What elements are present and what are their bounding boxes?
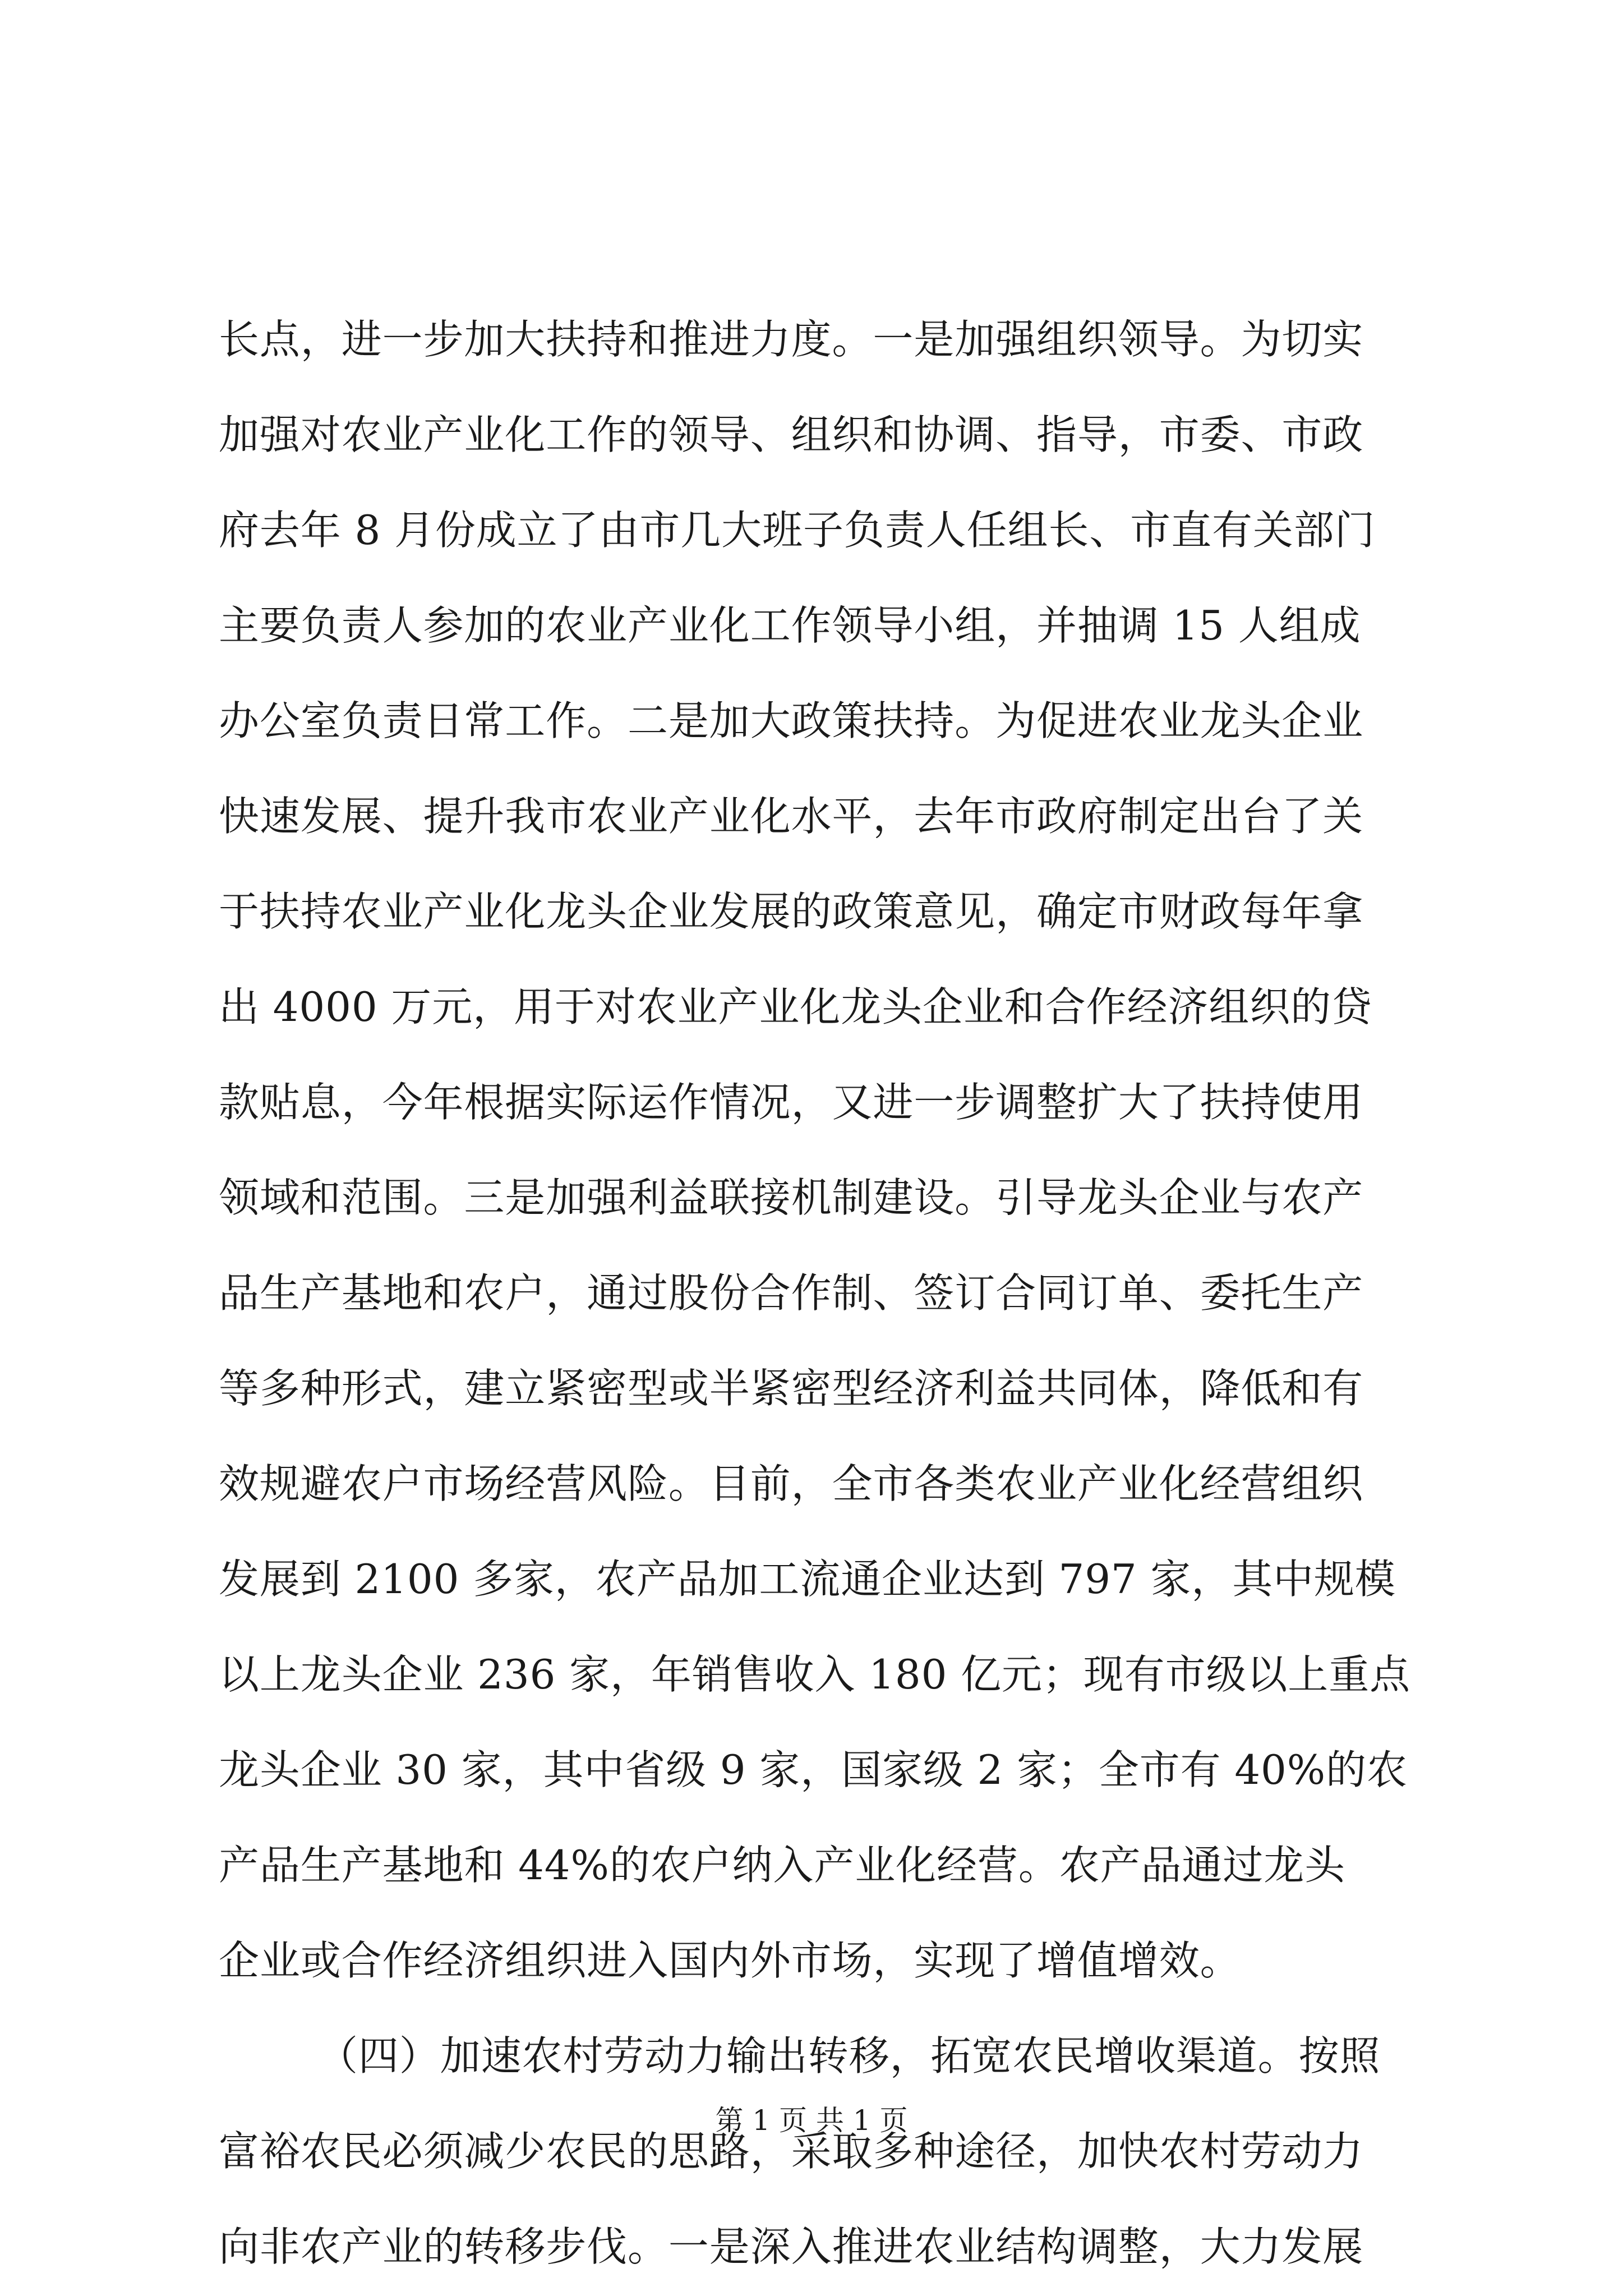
text-line: 出 4000 万元，用于对农业产业化龙头企业和合作经济组织的贷	[219, 983, 1372, 1030]
text-line: 以上龙头企业 236 家，年销售收入 180 亿元；现有市级以上重点	[219, 1651, 1410, 1698]
text-line: 等多种形式，建立紧密型或半紧密型经济利益共同体，降低和有	[219, 1365, 1364, 1412]
text-line: 龙头企业 30 家，其中省级 9 家，国家级 2 家；全市有 40%的农	[219, 1746, 1408, 1793]
text-line: 于扶持农业产业化龙头企业发展的政策意见，确定市财政每年拿	[219, 888, 1364, 935]
paragraph-start-line: （四）加速农村劳动力输出转移，拓宽农民增收渠道。按照	[317, 2032, 1381, 2079]
text-line: 款贴息，今年根据实际运作情况，又进一步调整扩大了扶持使用	[219, 1079, 1364, 1126]
text-line: 产品生产基地和 44%的农户纳入产业化经营。农产品通过龙头	[219, 1842, 1346, 1889]
text-line: 效规避农户市场经营风险。目前，全市各类农业产业化经营组织	[219, 1460, 1364, 1507]
page-footer: 第 1 页 共 1 页	[715, 2104, 908, 2137]
text-line: 品生产基地和农户，通过股份合作制、签订合同订单、委托生产	[219, 1269, 1364, 1317]
text-line: 快速发展、提升我市农业产业化水平，去年市政府制定出台了关	[219, 793, 1364, 840]
text-line: 富裕农民必须减少农民的思路，采取多种途径，加快农村劳动力	[219, 2128, 1364, 2175]
text-line: 企业或合作经济组织进入国内外市场，实现了增值增效。	[219, 1937, 1241, 1984]
text-line: 办公室负责日常工作。二是加大政策扶持。为促进农业龙头企业	[219, 697, 1364, 744]
text-line: 长点，进一步加大扶持和推进力度。一是加强组织领导。为切实	[219, 316, 1364, 363]
text-line: 领域和范围。三是加强利益联接机制建设。引导龙头企业与农产	[219, 1174, 1364, 1221]
text-line: 府去年 8 月份成立了由市几大班子负责人任组长、市直有关部门	[219, 507, 1376, 554]
text-line: 发展到 2100 多家，农产品加工流通企业达到 797 家，其中规模	[219, 1556, 1396, 1603]
text-line: 加强对农业产业化工作的领导、组织和协调、指导，市委、市政	[219, 411, 1364, 458]
text-line: 向非农产业的转移步伐。一是深入推进农业结构调整，大力发展	[219, 2223, 1364, 2270]
body-text	[219, 292, 1430, 2294]
text-line: 主要负责人参加的农业产业化工作领导小组，并抽调 15 人组成	[219, 602, 1361, 649]
